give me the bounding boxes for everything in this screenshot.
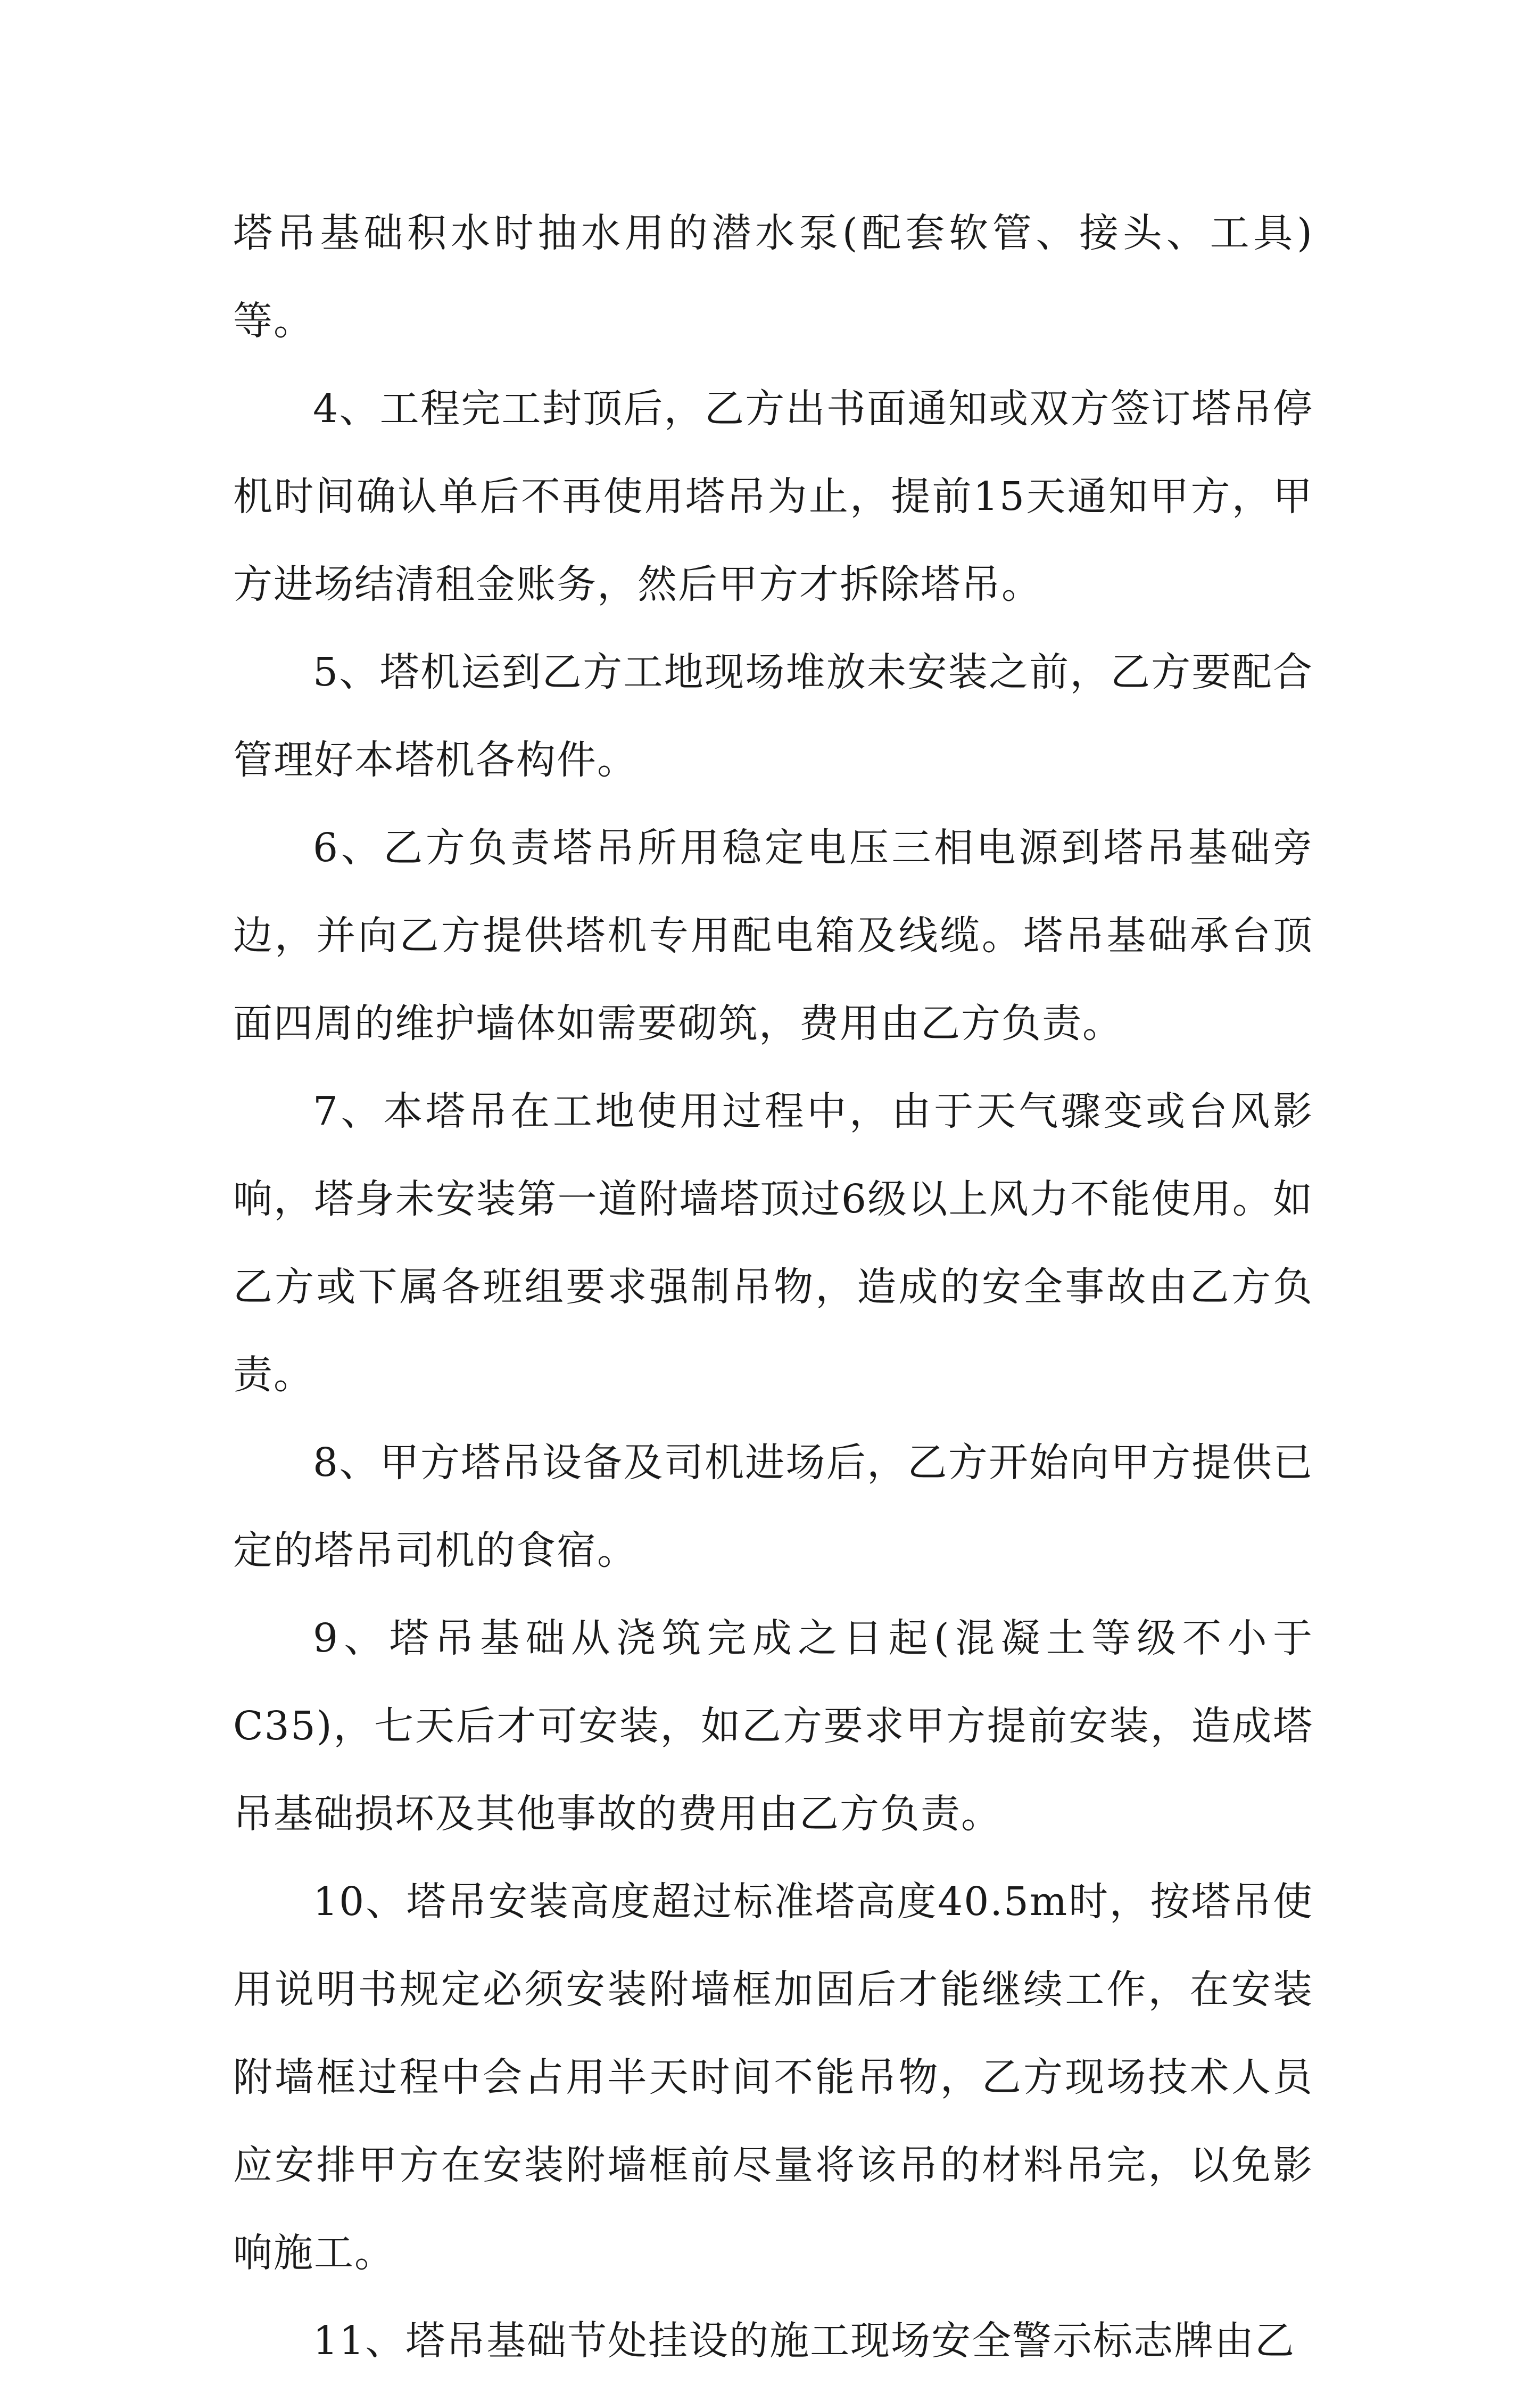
paragraph-item-6: 6、乙方负责塔吊所用稳定电压三相电源到塔吊基础旁边，并向乙方提供塔机专用配电箱及线缆。塔吊基础承台顶面四周的维护墙体如需要砌筑，费用由乙方负责。	[233, 825, 1313, 1046]
document-body	[233, 189, 1313, 2385]
paragraph-item-7: 7、本塔吊在工地使用过程中，由于天气骤变或台风影响，塔身未安装第一道附墙塔顶过6级以上风力不能使用。如乙方或下属各班组要求强制吊物，造成的安全事故由乙方负责。	[233, 1088, 1313, 1398]
paragraph-item-9: 9、塔吊基础从浇筑完成之日起(混凝土等级不小于C35)，七天后才可安装，如乙方要求甲方提前安装，造成塔吊基础损坏及其他事故的费用由乙方负责。	[233, 1615, 1313, 1837]
paragraph-item-11: 11、塔吊基础节处挂设的施工现场安全警示标志牌由乙	[313, 2318, 1296, 2364]
paragraph-continuation: 塔吊基础积水时抽水用的潜水泵(配套软管、接头、工具)等。	[233, 210, 1313, 344]
paragraph-item-8: 8、甲方塔吊设备及司机进场后，乙方开始向甲方提供已定的塔吊司机的食宿。	[233, 1440, 1313, 1573]
paragraph-item-5: 5、塔机运到乙方工地现场堆放未安装之前，乙方要配合管理好本塔机各构件。	[233, 649, 1313, 783]
paragraph-item-10: 10、塔吊安装高度超过标准塔高度40.5m时，按塔吊使用说明书规定必须安装附墙框加固后才能继续工作，在安装附墙框过程中会占用半天时间不能吊物，乙方现场技术人员应安排甲方在安装附墙框前尽量将该吊的材料吊完，以免影响施工。	[233, 1879, 1313, 2276]
paragraph-item-4: 4、工程完工封顶后，乙方出书面通知或双方签订塔吊停机时间确认单后不再使用塔吊为止，提前15天通知甲方，甲方进场结清租金账务，然后甲方才拆除塔吊。	[233, 386, 1313, 607]
